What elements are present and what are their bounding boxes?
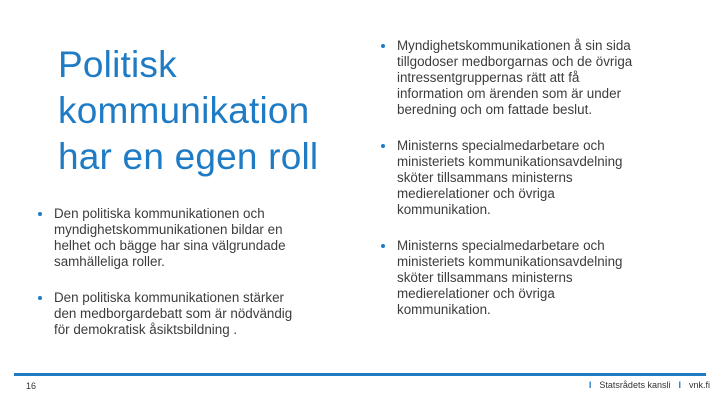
bullet-line: sköter tillsammans ministerns bbox=[397, 170, 573, 185]
bullet-dot-icon bbox=[38, 212, 42, 216]
bullet-line: Myndighetskommunikationen å sin sida bbox=[397, 38, 631, 53]
slide-title bbox=[58, 42, 328, 180]
bullet-item bbox=[377, 38, 707, 118]
bullet-line: Den politiska kommunikationen och bbox=[54, 206, 265, 221]
bullet-text bbox=[397, 138, 707, 218]
bullet-line: ministeriets kommunikationsavdelning bbox=[397, 154, 623, 169]
bullet-line: beredning och om fattade beslut. bbox=[397, 102, 593, 117]
bullet-item bbox=[34, 206, 354, 270]
footer-brand bbox=[581, 380, 710, 390]
bullet-line: tillgodoser medborgarnas och de övriga bbox=[397, 54, 633, 69]
bullet-item bbox=[34, 290, 354, 338]
bullet-line: Ministerns specialmedarbetare och bbox=[397, 238, 605, 253]
bullet-text bbox=[397, 238, 707, 318]
title-line: kommunikation bbox=[58, 90, 310, 131]
bullet-item bbox=[377, 238, 707, 318]
bullet-line: information om ärenden som är under bbox=[397, 86, 622, 101]
bullet-line: medierelationer och övriga bbox=[397, 286, 555, 301]
bullet-text bbox=[54, 290, 354, 338]
bullet-item bbox=[377, 138, 707, 218]
office-name: Statsrådets kansli bbox=[599, 380, 671, 390]
bullet-dot-icon bbox=[381, 44, 385, 48]
title-line: har en egen roll bbox=[58, 136, 319, 177]
bullet-line: helhet och bägge har sina välgrundade bbox=[54, 238, 286, 253]
bullet-text bbox=[54, 206, 354, 270]
page-number: 16 bbox=[26, 381, 37, 391]
bullet-line: Den politiska kommunikationen stärker bbox=[54, 290, 284, 305]
bullet-line: intressentgruppernas rätt att få bbox=[397, 70, 580, 85]
bullet-line: Ministerns specialmedarbetare och bbox=[397, 138, 605, 153]
bullet-line: kommunikation. bbox=[397, 202, 491, 217]
title-line: Politisk bbox=[58, 44, 177, 85]
bullet-line: den medborgardebatt som är nödvändig bbox=[54, 306, 293, 321]
footer-separator: I bbox=[678, 380, 681, 390]
site-link[interactable]: vnk.fi bbox=[688, 380, 710, 390]
bullet-line: för demokratisk åsiktsbildning . bbox=[54, 322, 238, 337]
bullet-line: ministeriets kommunikationsavdelning bbox=[397, 254, 623, 269]
footer-divider bbox=[14, 373, 706, 376]
bullet-line: samhälleliga roller. bbox=[54, 254, 165, 269]
bullet-line: kommunikation. bbox=[397, 302, 491, 317]
bullet-dot-icon bbox=[38, 296, 42, 300]
bullet-line: medierelationer och övriga bbox=[397, 186, 555, 201]
left-bullet-list bbox=[34, 206, 354, 358]
bullet-dot-icon bbox=[381, 144, 385, 148]
footer-separator: I bbox=[588, 380, 592, 390]
bullet-line: sköter tillsammans ministerns bbox=[397, 270, 573, 285]
bullet-line: myndighetskommunikationen bildar en bbox=[54, 222, 283, 237]
bullet-text bbox=[397, 38, 707, 118]
right-bullet-list bbox=[377, 38, 707, 338]
bullet-dot-icon bbox=[381, 244, 385, 248]
